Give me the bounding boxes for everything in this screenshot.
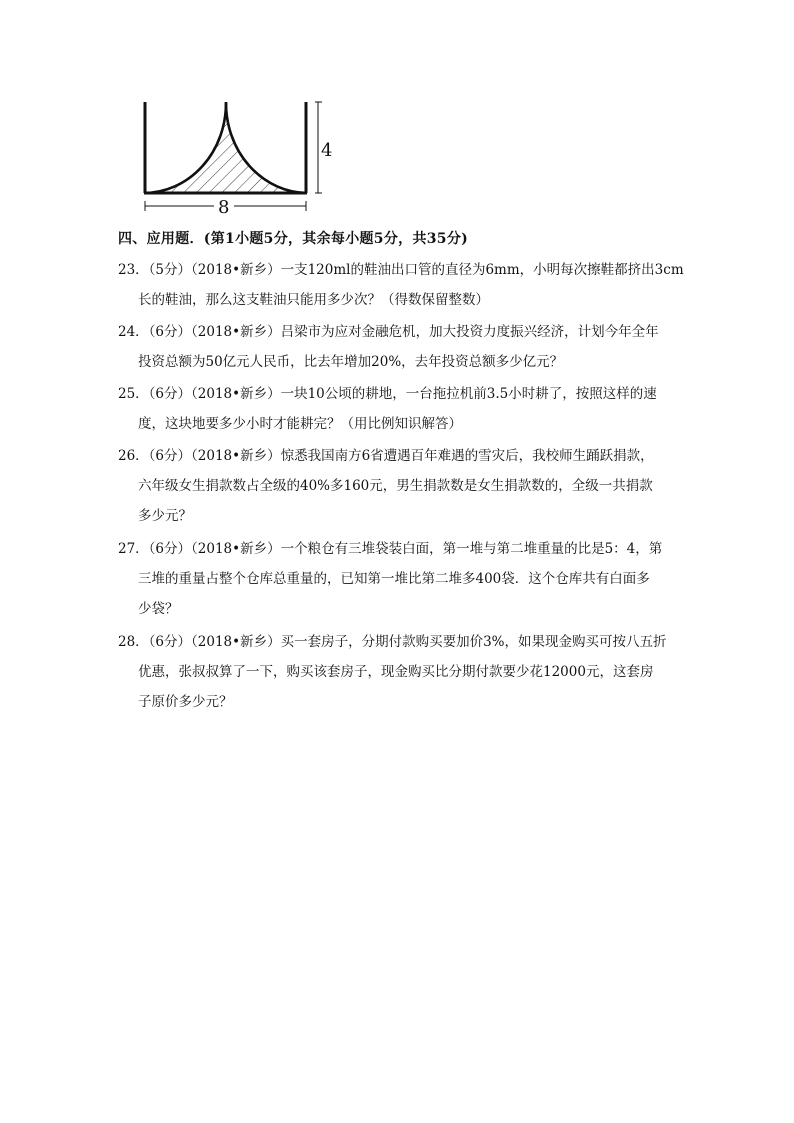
question-line: 长的鞋油，那么这支鞋油只能用多少次？（得数保留整数） [138,292,489,308]
question-line: 优惠，张叔叔算了一下，购买该套房子，现金购买比分期付款要少花12000元，这套房 [138,664,654,680]
question-line: 23．（5分）（2018•新乡）一支120ml的鞋油出口管的直径为6mm，小明每次擦鞋都挤出3cm [118,262,684,278]
question-line: 少袋？ [138,601,179,617]
width-label: 8 [218,197,230,218]
question-23 [118,255,684,315]
question-line: 多少元？ [138,508,192,524]
question-24 [118,317,678,377]
section-title: 四、应用题．(第1小题5分，其余每小题5分，共35分) [118,231,469,247]
question-line: 投资总额为50亿元人民币，比去年增加20%，去年投资总额多少亿元？ [138,354,564,370]
question-line: 27．（6分）（2018•新乡）一个粮仓有三堆袋装白面，第一堆与第二堆重量的比是5：4，第 [118,541,663,557]
question-line: 26．（6分）（2018•新乡）惊悉我国南方6省遭遇百年难遇的雪灾后，我校师生踊跃捐款， [118,448,654,464]
question-line: 度，这块地要多少小时才能耕完？（用比例知识解答） [138,416,462,432]
question-line: 25．（6分）（2018•新乡）一块10公顷的耕地，一台拖拉机前3.5小时耕了，按照这样的速 [118,386,657,402]
hatched-region [138,98,338,218]
question-25 [118,379,678,439]
question-line: 三堆的重量占整个仓库总重量的，已知第一堆比第二堆多400袋．这个仓库共有白面多 [138,571,650,587]
question-line: 六年级女生捐款数占全级的40%多160元，男生捐款数是女生捐款数的，全级一共捐款 [138,478,653,494]
question-line: 28．（6分）（2018•新乡）买一套房子，分期付款购买要加价3%，如果现金购买可按八五折 [118,634,667,650]
height-label: 4 [321,140,333,161]
question-26 [118,441,678,531]
figure-svg [138,98,338,218]
geometry-figure [138,98,338,218]
question-line: 24．（6分）（2018•新乡）吕梁市为应对金融危机，加大投资力度振兴经济，计划今年全年 [118,324,659,340]
question-27 [118,534,678,624]
question-line: 子原价多少元？ [138,694,233,710]
question-28 [118,627,678,717]
